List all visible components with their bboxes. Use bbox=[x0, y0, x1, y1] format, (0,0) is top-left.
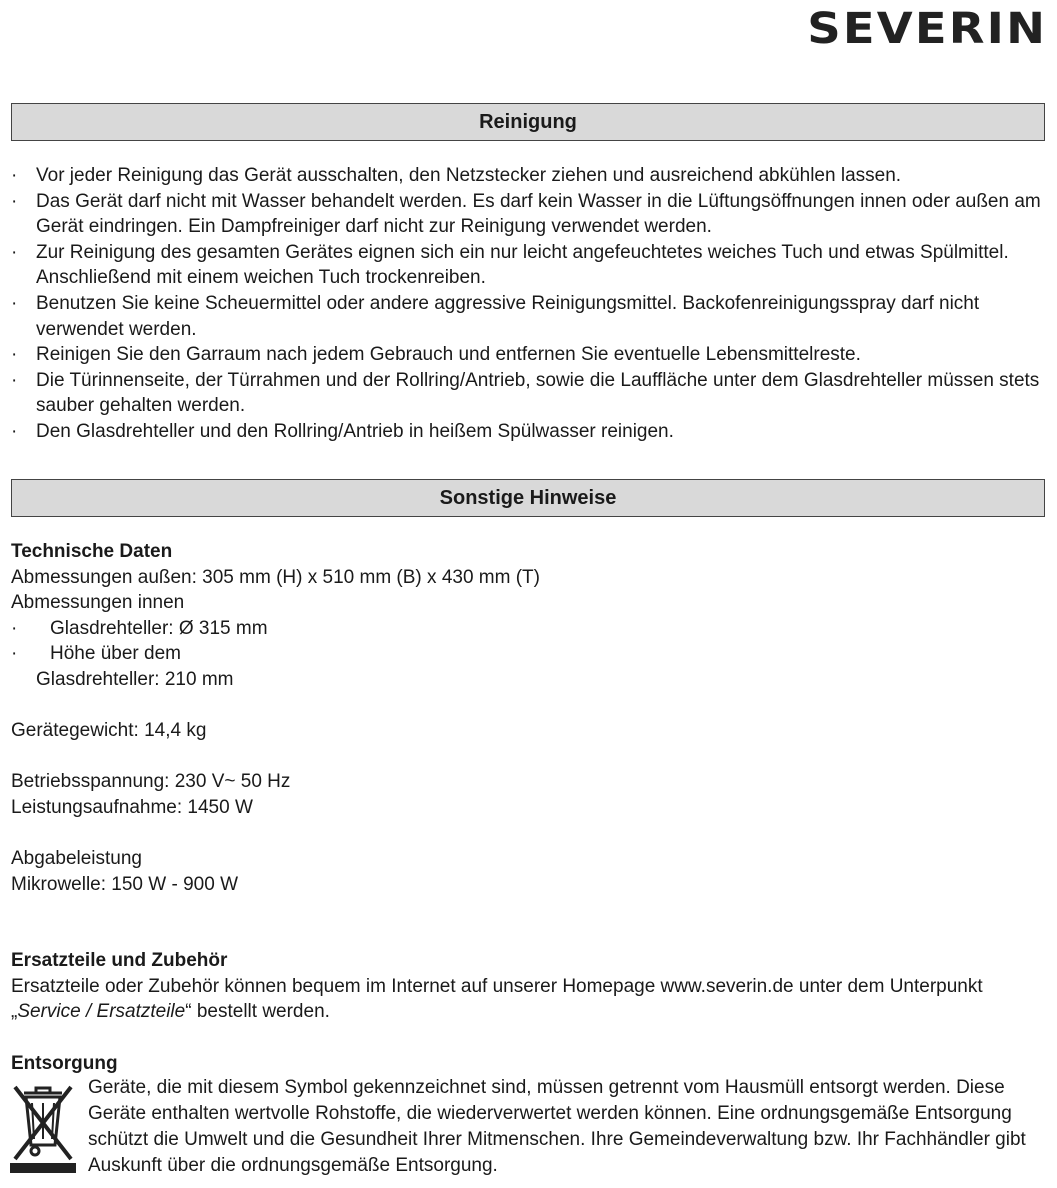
section-title-notes: Sonstige Hinweise bbox=[11, 479, 1045, 517]
outer-dimensions: Abmessungen außen: 305 mm (H) x 510 mm (B) x 430 mm (T) bbox=[11, 566, 540, 588]
cleaning-list bbox=[11, 163, 1041, 445]
output-label: Abgabeleistung bbox=[11, 848, 142, 870]
disposal-heading: Entsorgung bbox=[11, 1053, 118, 1074]
inner-turntable: · Glasdrehteller: Ø 315 mm bbox=[11, 617, 268, 639]
list-item: · Zur Reinigung des gesamten Gerätes eignen sich ein nur leicht angefeuchtetes weiches Tuch und etwas Spülmittel. Anschließend mit einem weichen Tuch trockenreiben. bbox=[11, 241, 1009, 289]
list-item-text: Benutzen Sie keine Scheuermittel oder andere aggressive Reinigungsmittel. Backofenreinigungsspray darf nicht verwendet werden. bbox=[36, 292, 980, 340]
tech-heading: Technische Daten bbox=[11, 541, 173, 562]
power-consumption: Leistungsaufnahme: 1450 W bbox=[11, 796, 253, 818]
list-item-text: Reinigen Sie den Garraum nach jedem Gebrauch und entfernen Sie eventuelle Lebensmittelreste. bbox=[36, 344, 861, 366]
device-weight: Gerätegewicht: 14,4 kg bbox=[11, 720, 207, 742]
inner-height-value: Glasdrehteller: 210 mm bbox=[36, 668, 234, 690]
list-item: · Die Türinnenseite, der Türrahmen und der Rollring/Antrieb, sowie die Lauffläche unter dem Glasdrehteller müssen stets sauber gehalten werden. bbox=[11, 369, 1040, 417]
list-item: · Den Glasdrehteller und den Rollring/Antrieb in heißem Spülwasser reinigen. bbox=[11, 420, 674, 442]
microwave-output: Mikrowelle: 150 W - 900 W bbox=[11, 873, 239, 895]
list-item: · Das Gerät darf nicht mit Wasser behandelt werden. Es darf kein Wasser in die Lüftungsöffnungen innen oder außen am Gerät eindringen. Ein Dampfreiniger darf nicht zur Reinigung verwendet werden. bbox=[11, 190, 1041, 238]
section-title-cleaning: Reinigung bbox=[11, 103, 1045, 141]
brand-logo: SEVERIN bbox=[807, 4, 1047, 54]
list-item-text: Das Gerät darf nicht mit Wasser behandelt werden. Es darf kein Wasser in die Lüftungsöffnungen innen oder außen am Gerät eindringen. Ein Dampfreiniger darf nicht zur Reinigung verwendet werden. bbox=[36, 190, 1041, 238]
list-item: · Benutzen Sie keine Scheuermittel oder andere aggressive Reinigungsmittel. Backofenreinigungsspray darf nicht verwendet werden. bbox=[11, 292, 980, 340]
spare-text: Ersatzteile oder Zubehör können bequem im Internet auf unserer Homepage www.severin.de unter dem Unterpunkt „Service / Ersatzteile“ bestellt werden. bbox=[11, 975, 983, 1023]
list-item-text: Vor jeder Reinigung das Gerät ausschalten, den Netzstecker ziehen und ausreichend abkühlen lassen. bbox=[36, 165, 902, 186]
operating-voltage: Betriebsspannung: 230 V~ 50 Hz bbox=[11, 771, 291, 793]
spare-heading: Ersatzteile und Zubehör bbox=[11, 950, 228, 971]
inner-height: · Höhe über dem bbox=[11, 643, 181, 665]
list-item-text: Zur Reinigung des gesamten Gerätes eignen sich ein nur leicht angefeuchtetes weiches Tuch und etwas Spülmittel. Anschließend mit einem weichen Tuch trockenreiben. bbox=[36, 241, 1009, 289]
list-item-text: Die Türinnenseite, der Türrahmen und der Rollring/Antrieb, sowie die Lauffläche unter dem Glasdrehteller müssen stets sauber gehalten werden. bbox=[36, 369, 1040, 417]
spare-parts bbox=[11, 948, 1047, 1025]
tech-data bbox=[11, 539, 540, 897]
list-item: · Reinigen Sie den Garraum nach jedem Gebrauch und entfernen Sie eventuelle Lebensmittelreste. bbox=[11, 344, 861, 366]
list-item-text: Den Glasdrehteller und den Rollring/Antrieb in heißem Spülwasser reinigen. bbox=[36, 420, 674, 442]
crossed-out-wheeled-bin-icon bbox=[10, 1079, 76, 1177]
disposal-text: Geräte, die mit diesem Symbol gekennzeichnet sind, müssen getrennt vom Hausmüll entsorgt werden. Diese Geräte enthalten wertvolle Rohstoffe, die wiederverwertet werden können. Eine ordnungsgemäße Entsorgung schützt die Umwelt und die Gesundheit Ihrer Mitmenschen. Ihre Gemeindeverwaltung bzw. Ihr Fachhändler gibt Auskunft über die ordnungsgemäße Entsorgung. bbox=[88, 1077, 1026, 1176]
list-item: · Vor jeder Reinigung das Gerät ausschalten, den Netzstecker ziehen und ausreichend abkühlen lassen. bbox=[11, 165, 902, 186]
inner-dimensions-label: Abmessungen innen bbox=[11, 592, 185, 614]
